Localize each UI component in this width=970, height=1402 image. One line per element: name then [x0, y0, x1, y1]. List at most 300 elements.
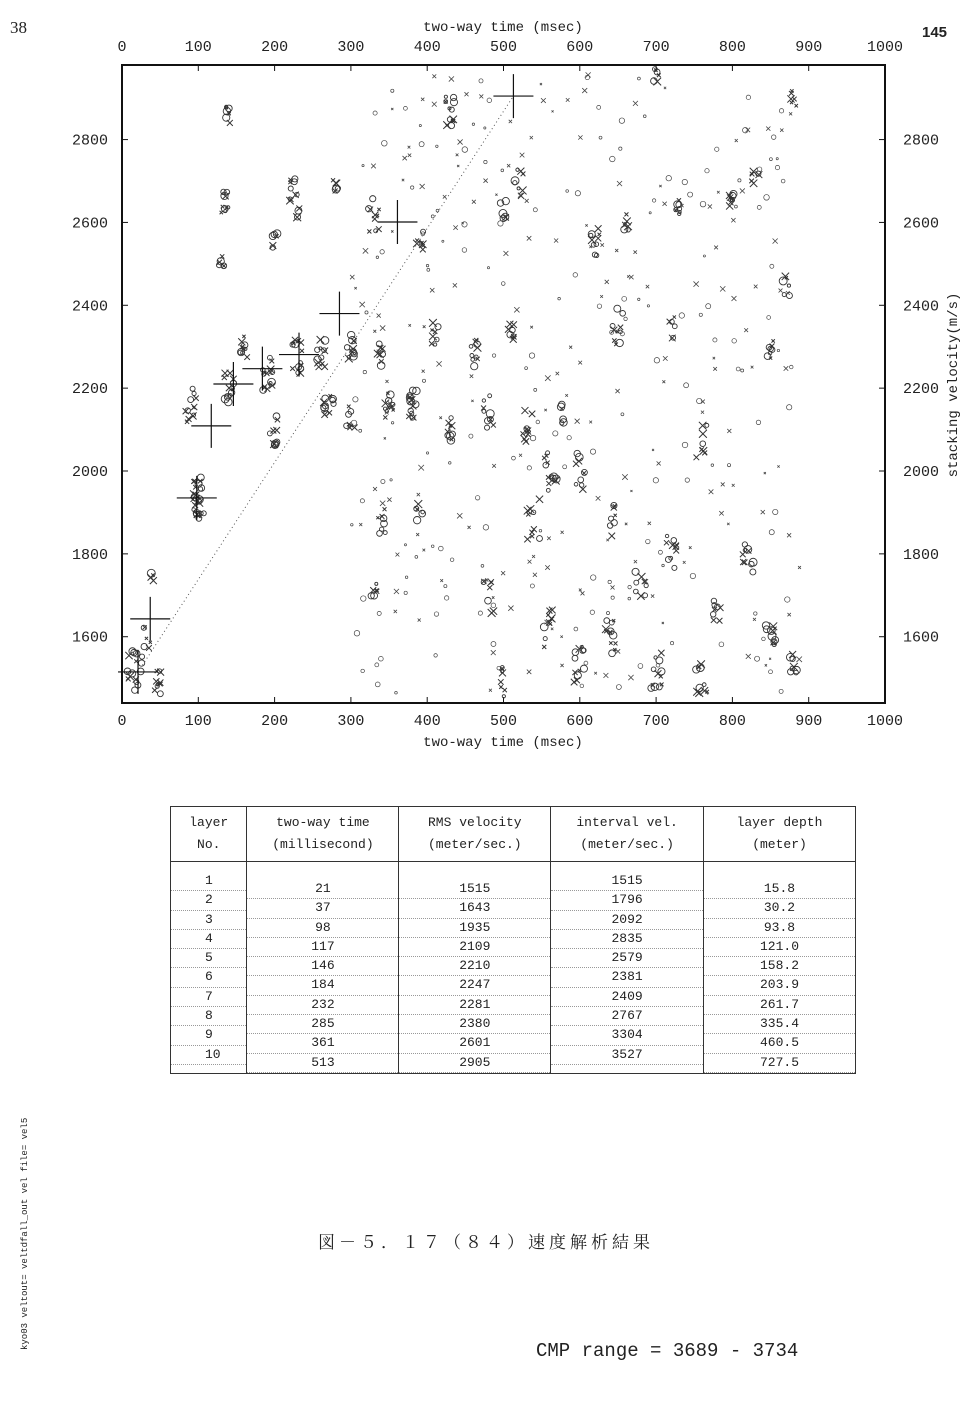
semblance-point	[290, 366, 295, 371]
velocity-pick-marker	[130, 597, 170, 641]
semblance-point	[488, 394, 492, 398]
semblance-point	[417, 493, 420, 496]
semblance-point	[658, 550, 662, 554]
semblance-point	[761, 510, 765, 514]
semblance-point	[377, 611, 381, 615]
layer-depth-column	[704, 862, 855, 1073]
y-tick-label: 1600	[903, 629, 940, 647]
semblance-point	[578, 135, 582, 139]
semblance-point	[574, 482, 578, 486]
table-cell: 2409	[551, 988, 703, 1007]
y-tick-label: 2000	[71, 464, 108, 481]
semblance-point	[585, 224, 587, 226]
semblance-point	[458, 139, 463, 144]
semblance-point	[773, 509, 778, 514]
semblance-point	[690, 573, 695, 578]
semblance-point	[376, 256, 378, 258]
semblance-point	[444, 596, 448, 600]
semblance-point	[395, 691, 398, 694]
semblance-point	[517, 187, 520, 190]
semblance-point	[132, 687, 138, 693]
semblance-point	[377, 208, 380, 211]
semblance-point	[750, 569, 756, 575]
semblance-point	[363, 248, 368, 253]
semblance-point	[706, 304, 711, 309]
table-cell: 2380	[399, 1015, 550, 1034]
semblance-point	[370, 196, 376, 202]
semblance-point	[665, 556, 671, 562]
semblance-point	[498, 679, 504, 685]
semblance-point	[524, 536, 530, 542]
semblance-point	[377, 362, 385, 370]
y-axis-label: stacking velocity(m/s)	[946, 292, 962, 478]
semblance-point	[383, 531, 387, 535]
semblance-point	[754, 612, 757, 615]
semblance-point	[711, 464, 714, 467]
semblance-point	[491, 650, 496, 655]
semblance-point	[361, 596, 366, 601]
semblance-point	[384, 437, 386, 439]
table-cell: 37	[247, 899, 398, 918]
semblance-point	[648, 522, 651, 525]
semblance-point	[484, 425, 489, 430]
x-tick-label: 700	[642, 713, 670, 730]
semblance-point	[436, 209, 439, 212]
semblance-point	[663, 356, 668, 361]
semblance-point	[789, 365, 793, 369]
semblance-point	[380, 250, 384, 254]
semblance-point	[603, 673, 608, 678]
semblance-point	[222, 264, 226, 268]
semblance-point	[530, 326, 533, 329]
semblance-point	[619, 118, 624, 123]
semblance-point	[453, 283, 457, 287]
semblance-point	[470, 374, 474, 378]
semblance-point	[521, 436, 528, 443]
semblance-point	[713, 338, 717, 342]
semblance-point	[656, 657, 663, 664]
table-cell: 203.9	[704, 976, 855, 995]
table-cell: 21	[247, 880, 398, 899]
semblance-point	[609, 650, 616, 657]
semblance-point	[449, 76, 454, 81]
semblance-point	[547, 536, 551, 540]
semblance-point	[519, 454, 522, 457]
side-file-label: kyo03 veltout= veltdfall_out vel file= vel5	[20, 1117, 30, 1350]
x-tick-label: 600	[566, 713, 594, 730]
semblance-point	[350, 275, 354, 279]
table-cell: 335.4	[704, 1015, 855, 1034]
semblance-point	[193, 396, 198, 401]
semblance-point	[710, 612, 715, 617]
semblance-point	[512, 456, 516, 460]
semblance-point	[612, 338, 616, 342]
semblance-point	[544, 409, 546, 411]
semblance-point	[775, 165, 779, 169]
semblance-point	[734, 205, 737, 208]
header-interval-velocity: interval vel. (meter/sec.)	[551, 807, 704, 862]
x-axis-label-top: two-way time (msec)	[423, 20, 583, 36]
semblance-point	[415, 556, 418, 559]
table-cell: 460.5	[704, 1034, 855, 1053]
semblance-point	[599, 136, 602, 139]
semblance-point	[644, 583, 648, 587]
semblance-point	[217, 260, 222, 265]
table-cell: 2601	[399, 1034, 550, 1053]
semblance-point	[753, 618, 756, 621]
semblance-point	[533, 573, 537, 577]
semblance-point	[625, 523, 628, 526]
semblance-point	[354, 630, 360, 636]
table-cell: 1515	[551, 872, 703, 891]
semblance-point	[689, 546, 692, 549]
semblance-point	[624, 317, 627, 320]
semblance-point	[198, 487, 202, 491]
semblance-point	[126, 676, 131, 681]
semblance-point	[622, 474, 628, 480]
semblance-point	[331, 178, 335, 182]
semblance-point	[492, 464, 496, 468]
semblance-point	[471, 400, 473, 402]
semblance-point	[439, 416, 442, 419]
y-tick-label: 2200	[71, 381, 108, 399]
semblance-point	[423, 325, 426, 328]
x-tick-label: 800	[718, 713, 746, 730]
semblance-point	[764, 195, 770, 201]
semblance-point	[501, 282, 505, 286]
semblance-point	[610, 156, 615, 161]
semblance-point	[740, 188, 745, 193]
semblance-point	[432, 74, 436, 78]
semblance-point	[382, 140, 388, 146]
semblance-point	[600, 243, 603, 246]
semblance-point	[506, 321, 513, 328]
semblance-point	[685, 478, 689, 482]
semblance-point	[732, 484, 735, 487]
semblance-point	[227, 370, 234, 377]
velocity-pick-marker	[118, 650, 158, 694]
semblance-point	[288, 186, 293, 191]
semblance-point	[260, 387, 267, 394]
semblance-point	[777, 349, 779, 351]
semblance-point	[578, 361, 582, 365]
semblance-point	[699, 422, 707, 430]
semblance-point	[491, 603, 496, 608]
semblance-point	[762, 637, 766, 641]
semblance-point	[740, 551, 746, 557]
semblance-point	[373, 487, 377, 491]
semblance-point	[643, 593, 648, 598]
semblance-point	[787, 284, 790, 287]
table-cell: 146	[247, 957, 398, 976]
y-tick-label: 2800	[71, 132, 108, 150]
semblance-point	[478, 611, 482, 615]
interval-velocity-column	[551, 862, 703, 1065]
semblance-point	[567, 436, 571, 440]
semblance-point	[396, 553, 400, 557]
semblance-point	[796, 657, 802, 663]
semblance-point	[606, 612, 609, 615]
semblance-point	[665, 534, 668, 537]
header-layer-no: layer No.	[171, 807, 247, 862]
semblance-point	[426, 452, 428, 454]
table-cell: 4	[171, 930, 246, 949]
semblance-point	[474, 341, 481, 348]
semblance-point	[141, 643, 147, 649]
semblance-point	[558, 297, 561, 300]
semblance-point	[508, 606, 513, 611]
semblance-point	[777, 465, 779, 467]
semblance-point	[527, 670, 531, 674]
table-cell: 5	[171, 949, 246, 968]
semblance-point	[708, 204, 712, 208]
semblance-point	[433, 330, 437, 334]
semblance-point	[186, 416, 192, 422]
semblance-point	[507, 164, 510, 167]
semblance-point	[590, 449, 595, 454]
semblance-point	[434, 612, 438, 616]
semblance-point	[757, 167, 762, 172]
semblance-point	[492, 354, 495, 357]
semblance-point	[484, 160, 487, 163]
semblance-point	[776, 158, 778, 160]
x-tick-label: 200	[261, 713, 289, 730]
semblance-point	[590, 610, 594, 614]
y-tick-label: 2000	[903, 464, 940, 481]
semblance-point	[732, 339, 737, 344]
semblance-point	[484, 127, 486, 129]
semblance-point	[615, 249, 618, 252]
x-tick-label: 0	[117, 713, 127, 730]
semblance-point	[594, 672, 597, 675]
semblance-point	[316, 364, 322, 370]
semblance-point	[499, 685, 503, 689]
semblance-point	[580, 591, 584, 595]
layer-number-column	[171, 862, 246, 1065]
semblance-point	[784, 366, 789, 371]
table-cell: 727.5	[704, 1054, 855, 1073]
semblance-point	[672, 324, 677, 329]
semblance-point	[632, 568, 639, 575]
semblance-point	[431, 215, 434, 218]
x-tick-label: 1000	[866, 39, 904, 56]
semblance-point	[727, 429, 731, 433]
semblance-point	[487, 585, 492, 590]
semblance-point	[746, 95, 750, 99]
semblance-point	[699, 430, 707, 438]
semblance-point	[578, 477, 584, 483]
semblance-point	[190, 386, 195, 391]
semblance-point	[616, 685, 621, 690]
semblance-point	[789, 112, 792, 115]
rms-velocity-column	[399, 862, 550, 1073]
semblance-point	[679, 313, 684, 318]
semblance-point	[270, 428, 276, 434]
semblance-point	[732, 296, 737, 301]
semblance-point	[666, 175, 671, 180]
semblance-point	[576, 458, 583, 465]
semblance-point	[611, 585, 615, 589]
semblance-point	[446, 420, 452, 426]
semblance-point	[653, 478, 658, 483]
semblance-point	[604, 618, 610, 624]
semblance-point	[629, 275, 633, 279]
y-tick-label: 2600	[71, 215, 108, 233]
semblance-point	[672, 565, 677, 570]
semblance-point	[652, 449, 654, 451]
semblance-point	[709, 489, 714, 494]
semblance-point	[139, 654, 144, 659]
semblance-point	[798, 566, 801, 569]
semblance-point	[736, 367, 740, 371]
semblance-point	[624, 212, 628, 216]
semblance-point	[684, 383, 689, 388]
semblance-point	[580, 684, 584, 688]
semblance-point	[610, 632, 617, 639]
semblance-point	[373, 111, 377, 115]
semblance-point	[471, 363, 478, 370]
table-cell: 2835	[551, 930, 703, 949]
table-cell: 3	[171, 911, 246, 930]
semblance-point	[405, 576, 408, 579]
semblance-point	[705, 423, 709, 427]
semblance-point	[528, 560, 532, 564]
semblance-point	[540, 83, 542, 85]
velocity-pick-marker	[319, 292, 359, 336]
table-cell: 2	[171, 891, 246, 910]
semblance-point	[450, 99, 457, 106]
table-cell: 1515	[399, 880, 550, 899]
semblance-point	[667, 319, 673, 325]
table-cell: 2381	[551, 968, 703, 987]
semblance-point	[444, 585, 447, 588]
semblance-point	[421, 98, 424, 101]
semblance-point	[619, 147, 622, 150]
semblance-point	[371, 164, 376, 169]
semblance-point	[727, 464, 730, 467]
semblance-point	[573, 273, 577, 277]
semblance-point	[658, 650, 664, 656]
semblance-point	[536, 420, 540, 424]
semblance-point	[615, 389, 619, 393]
semblance-point	[553, 431, 558, 436]
semblance-point	[367, 229, 371, 233]
semblance-point	[637, 77, 640, 80]
semblance-point	[394, 610, 397, 613]
table-cell: 2579	[551, 949, 703, 968]
semblance-point	[436, 145, 438, 147]
semblance-point	[404, 591, 407, 594]
semblance-point	[410, 186, 413, 189]
semblance-point	[711, 617, 717, 623]
semblance-point	[586, 72, 591, 77]
semblance-point	[741, 369, 744, 372]
velocity-pick-marker	[279, 333, 319, 377]
semblance-point	[377, 314, 381, 318]
semblance-point	[552, 110, 554, 112]
semblance-point	[554, 238, 558, 242]
semblance-point	[409, 324, 411, 326]
semblance-point	[394, 589, 399, 594]
semblance-point	[787, 533, 791, 537]
semblance-point	[719, 511, 723, 515]
semblance-point	[434, 337, 439, 342]
semblance-point	[390, 479, 392, 481]
semblance-point	[627, 275, 629, 277]
semblance-point	[474, 344, 482, 352]
semblance-point	[671, 538, 677, 544]
x-tick-label: 700	[642, 39, 670, 56]
semblance-point	[579, 483, 583, 487]
semblance-point	[479, 79, 483, 83]
semblance-point	[614, 305, 621, 312]
semblance-point	[418, 465, 424, 471]
semblance-point	[423, 549, 426, 552]
velocity-pick-marker	[377, 200, 417, 244]
semblance-point	[157, 691, 163, 697]
header-layer-depth: layer depth (meter)	[703, 807, 855, 862]
semblance-point	[300, 349, 304, 353]
semblance-point	[755, 656, 760, 661]
semblance-point	[731, 218, 735, 222]
semblance-point	[436, 361, 441, 366]
semblance-point	[630, 490, 632, 492]
semblance-point	[560, 664, 563, 667]
semblance-point	[419, 124, 421, 126]
semblance-point	[664, 87, 666, 89]
semblance-point	[574, 627, 578, 631]
semblance-point	[527, 236, 532, 241]
semblance-point	[699, 313, 702, 316]
semblance-point	[600, 295, 603, 298]
semblance-point	[427, 268, 430, 271]
semblance-point	[487, 98, 492, 103]
semblance-point	[633, 101, 638, 106]
semblance-point	[572, 655, 578, 661]
semblance-point	[481, 565, 484, 568]
semblance-point	[418, 618, 421, 621]
semblance-point	[322, 348, 329, 355]
semblance-point	[569, 346, 572, 349]
semblance-point	[526, 512, 530, 516]
table-cell: 285	[247, 1015, 398, 1034]
semblance-point	[404, 544, 406, 546]
semblance-point	[754, 285, 758, 289]
semblance-point	[449, 416, 453, 420]
semblance-point	[449, 462, 452, 465]
x-tick-label: 300	[337, 713, 365, 730]
semblance-point	[769, 530, 774, 535]
semblance-point	[638, 664, 643, 669]
semblance-point	[468, 526, 471, 529]
table-cell: 361	[247, 1034, 398, 1053]
semblance-point	[470, 354, 474, 358]
semblance-point	[361, 669, 365, 673]
semblance-point	[621, 413, 624, 416]
semblance-point	[385, 380, 388, 383]
semblance-point	[453, 225, 457, 229]
semblance-point	[597, 304, 601, 308]
semblance-point	[373, 330, 376, 333]
semblance-point	[359, 429, 362, 432]
semblance-point	[575, 191, 580, 196]
semblance-point	[151, 573, 154, 576]
table-cell: 158.2	[704, 957, 855, 976]
semblance-point	[192, 391, 196, 395]
semblance-point	[694, 454, 700, 460]
semblance-point	[498, 221, 503, 226]
semblance-point	[488, 609, 496, 617]
